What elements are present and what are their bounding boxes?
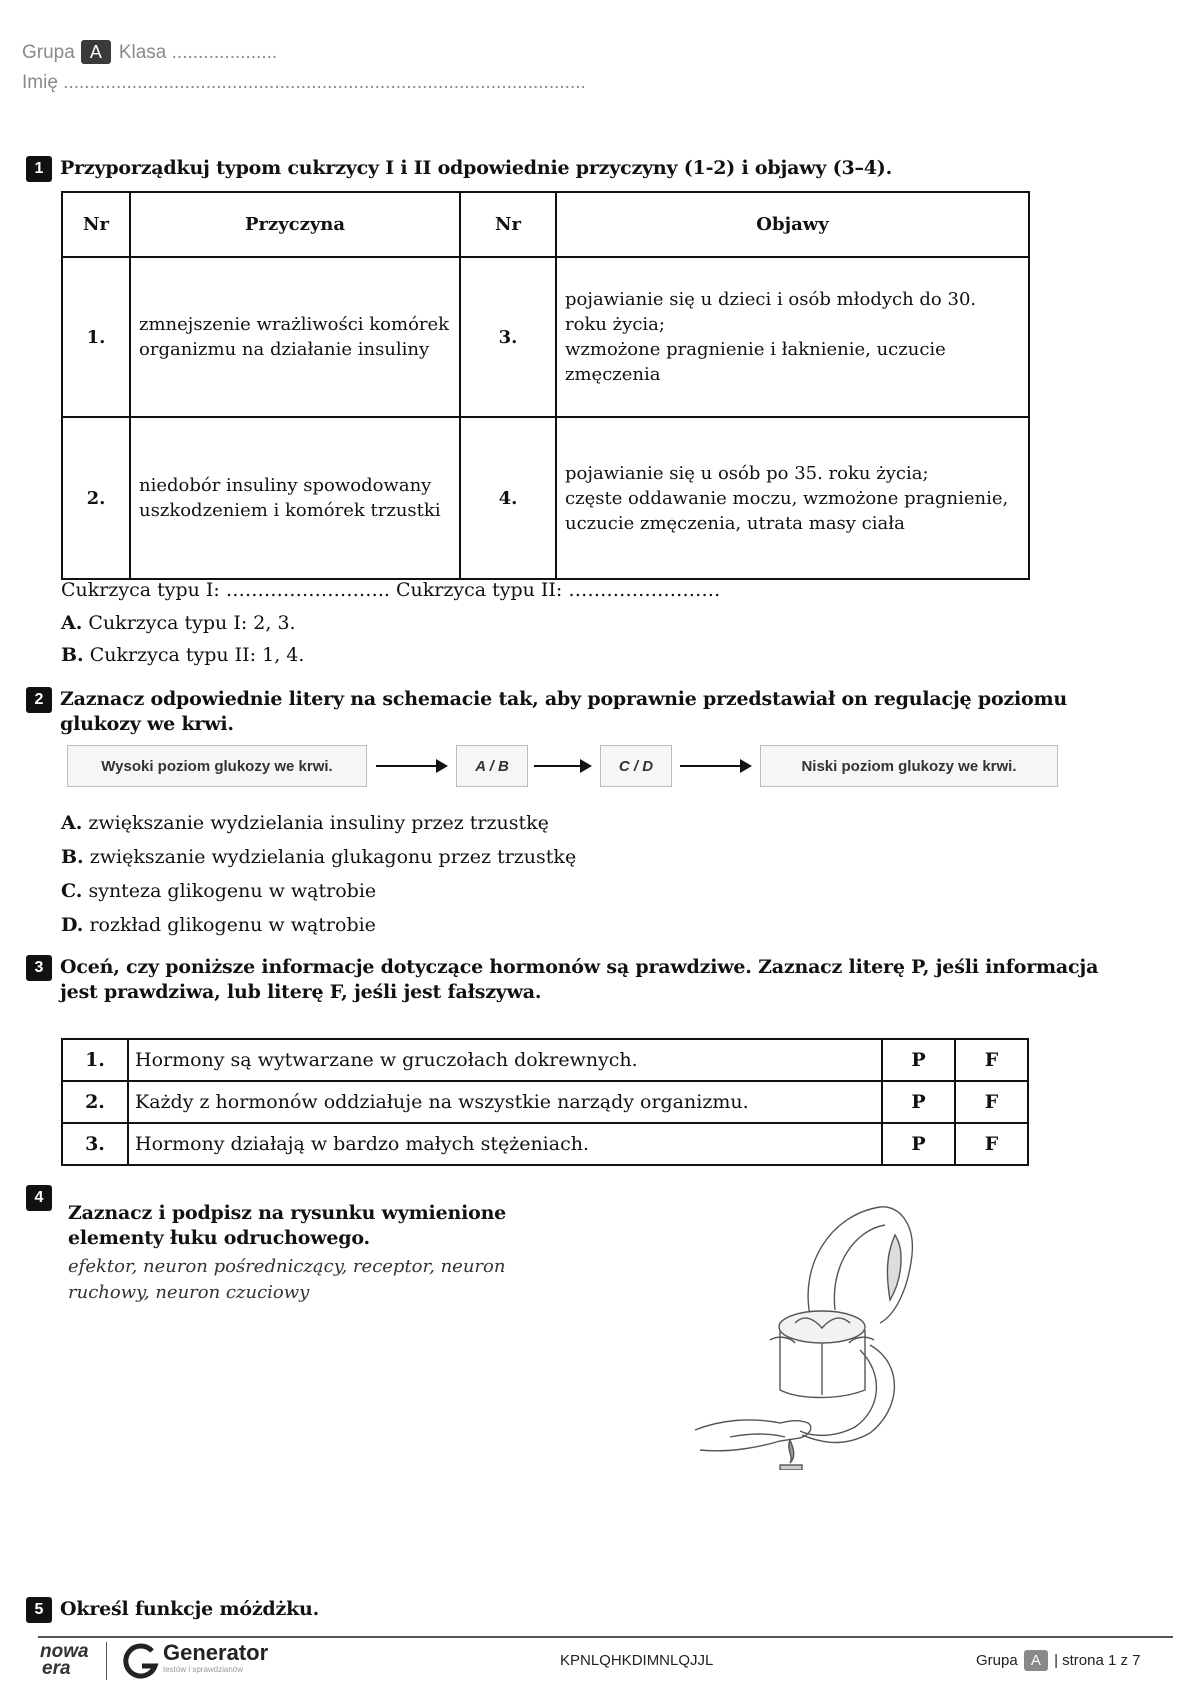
answer-text: Cukrzyca typu I: 2, 3. <box>88 612 296 634</box>
statement-cell: Hormony są wytwarzane w gruczołach dokrewnych. <box>128 1039 882 1081</box>
q2-option-b[interactable] <box>61 845 576 870</box>
diagram-start-box: Wysoki poziom glukozy we krwi. <box>67 745 367 787</box>
q4-terms-line: ruchowy, neuron czuciowy <box>68 1282 310 1303</box>
q3-title <box>60 955 1098 1005</box>
table-row <box>62 1123 1028 1165</box>
group-label: Grupa <box>22 42 75 63</box>
diagram-end-box: Niski poziom glukozy we krwi. <box>760 745 1058 787</box>
q2-option-a[interactable] <box>61 811 549 836</box>
q5-title: Określ funkcje móżdżku. <box>60 1598 320 1620</box>
name-field[interactable]: Imię ................................................................................................... <box>22 72 586 93</box>
q3-title-line: Oceń, czy poniższe informacje dotyczące hormonów są prawdziwe. Zaznacz literę P, jeśli informacja <box>60 956 1099 978</box>
answer-letter: A. <box>61 612 83 634</box>
cause-cell: zmnejszenie wrażliwości komórek organizmu na działanie insuliny <box>130 257 460 417</box>
document-code: KPNLQHKDIMNLQJJL <box>560 1652 714 1669</box>
table-row <box>62 417 1029 579</box>
q3-table <box>61 1038 1029 1166</box>
q2-title-line: Zaznacz odpowiednie litery na schemacie tak, aby poprawnie przedstawiał on regulację poziomu <box>60 688 1068 710</box>
option-letter: C. <box>61 880 83 902</box>
table-row <box>62 1081 1028 1123</box>
row-number: 3. <box>62 1123 128 1165</box>
q4-terms <box>68 1254 505 1306</box>
generator-subtitle: testów i sprawdzianów <box>163 1665 244 1674</box>
q4-title-line: elementy łuku odruchowego. <box>68 1227 370 1249</box>
symptoms-cell <box>556 417 1029 579</box>
option-letter: A. <box>61 812 83 834</box>
q4-title-line: Zaznacz i podpisz na rysunku wymienione <box>68 1202 507 1224</box>
diagram-step-cd[interactable]: C / D <box>600 745 672 787</box>
q2-title-line: glukozy we krwi. <box>60 713 234 735</box>
diagram-arrow-icon <box>534 765 590 767</box>
false-option[interactable]: F <box>955 1039 1028 1081</box>
table-row <box>62 1039 1028 1081</box>
diagram-arrow-icon <box>376 765 446 767</box>
true-option[interactable]: P <box>882 1123 955 1165</box>
diagram-arrow-icon <box>680 765 750 767</box>
q1-header-nr: Nr <box>62 192 130 257</box>
generator-title: Generator <box>163 1640 269 1665</box>
option-text: synteza glikogenu w wątrobie <box>88 880 377 902</box>
symptom-line: pojawianie się u dzieci i osób młodych do 30. roku życia; <box>565 289 977 335</box>
q2-option-d[interactable] <box>61 913 376 938</box>
q1-header-cause: Przyczyna <box>130 192 460 257</box>
q1-title: Przyporządkuj typom cukrzycy I i II odpowiednie przyczyny (1-2) i objawy (3–4). <box>60 157 893 179</box>
q1-header-symptoms: Objawy <box>556 192 1029 257</box>
page-number: | strona 1 z 7 <box>1054 1652 1141 1669</box>
nowa-era-logo <box>40 1643 89 1677</box>
footer-group-badge: A <box>1024 1650 1048 1671</box>
cause-cell: niedobór insuliny spowodowany uszkodzeniem i komórek trzustki <box>130 417 460 579</box>
class-field[interactable]: Klasa .................... <box>118 42 278 63</box>
q1-answer-b[interactable] <box>61 643 304 668</box>
row-number: 1. <box>62 257 130 417</box>
logo-text: nowa <box>40 1641 89 1662</box>
answer-letter: B. <box>61 644 84 666</box>
statement-cell: Każdy z hormonów oddziałuje na wszystkie narządy organizmu. <box>128 1081 882 1123</box>
q1-number: 1 <box>26 156 52 182</box>
generator-logo-icon <box>122 1642 160 1680</box>
q1-header-nr2: Nr <box>460 192 556 257</box>
footer-divider <box>38 1636 1173 1638</box>
group-field <box>22 40 277 64</box>
group-badge: A <box>81 40 111 64</box>
option-letter: D. <box>61 914 84 936</box>
q3-title-line: jest prawdziwa, lub literę F, jeśli jest fałszywa. <box>60 981 542 1003</box>
q1-fill-line[interactable]: Cukrzyca typu I: …………………….. Cukrzyca typu II: …………………… <box>61 579 721 601</box>
footer-group-label: Grupa <box>976 1652 1018 1669</box>
row-number: 2. <box>62 1081 128 1123</box>
q2-number: 2 <box>26 687 52 713</box>
symptom-line: pojawianie się u osób po 35. roku życia; <box>565 462 929 484</box>
row-number: 4. <box>460 417 556 579</box>
q4-terms-line: efektor, neuron pośredniczący, receptor, neuron <box>68 1256 506 1277</box>
q5-number: 5 <box>26 1597 52 1623</box>
false-option[interactable]: F <box>955 1081 1028 1123</box>
diagram-step-ab[interactable]: A / B <box>456 745 528 787</box>
false-option[interactable]: F <box>955 1123 1028 1165</box>
option-text: zwiększanie wydzielania insuliny przez trzustkę <box>88 812 549 834</box>
answer-text: Cukrzyca typu II: 1, 4. <box>89 644 305 666</box>
q2-title <box>60 687 1067 737</box>
row-number: 2. <box>62 417 130 579</box>
row-number: 1. <box>62 1039 128 1081</box>
option-text: zwiększanie wydzielania glukagonu przez trzustkę <box>89 846 577 868</box>
q2-option-c[interactable] <box>61 879 376 904</box>
symptoms-cell <box>556 257 1029 417</box>
symptom-line: częste oddawanie moczu, wzmożone pragnienie, uczucie zmęczenia, utrata masy ciała <box>565 487 1009 534</box>
q1-answer-a[interactable] <box>61 611 296 636</box>
true-option[interactable]: P <box>882 1081 955 1123</box>
reflex-arc-illustration[interactable] <box>690 1195 960 1470</box>
statement-cell: Hormony działają w bardzo małych stężeniach. <box>128 1123 882 1165</box>
footer-page-info <box>976 1650 1141 1671</box>
option-text: rozkład glikogenu w wątrobie <box>89 914 376 936</box>
q4-title <box>68 1201 506 1251</box>
table-row <box>62 257 1029 417</box>
q1-table <box>61 191 1030 580</box>
footer-logo-divider <box>106 1642 107 1680</box>
true-option[interactable]: P <box>882 1039 955 1081</box>
logo-text: era <box>42 1658 71 1679</box>
generator-logo <box>163 1641 268 1675</box>
symptom-line: wzmożone pragnienie i łaknienie, uczucie zmęczenia <box>565 339 946 385</box>
row-number: 3. <box>460 257 556 417</box>
option-letter: B. <box>61 846 84 868</box>
q3-number: 3 <box>26 955 52 981</box>
q4-number: 4 <box>26 1185 52 1211</box>
